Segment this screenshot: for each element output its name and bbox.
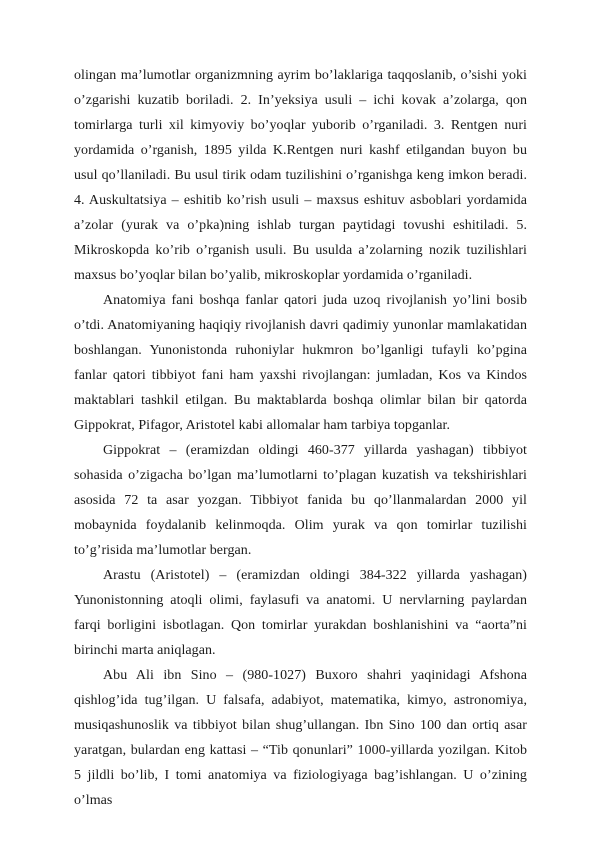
paragraph-research-methods: olingan ma’lumotlar organizmning ayrim bo’laklariga taqqoslanib, o’sishi yoki o’zgarishi kuzatib boriladi. 2. In’yeksiya usuli – ichi kovak a’zolarga, qon tomirlarga turli xil kimyoviy bo’yoqlar yuborib o’rganiladi. 3. Rentgen nuri yordamida o’rganish, 1895 yilda K.Rentgen nuri kashf etilgandan buyon bu usul qo’llaniladi. Bu usul tirik odam tuzilishini o’rganishga keng imkon beradi. 4. Auskultatsiya – eshitib ko’rish usuli – maxsus eshituv asboblari yordamida a’zolar (yurak va o’pka)ning ishlab turgan paytidagi tovushi eshitiladi. 5. Mikroskopda ko’rib o’rganish usuli. Bu usulda a’zolarning nozik tuzilishlari maxsus bo’yoqlar bilan bo’yalib, mikroskoplar yordamida o’rganiladi. [74,68,527,283]
paragraph-ibn-sino: Abu Ali ibn Sino – (980-1027) Buxoro shahri yaqinidagi Afshona qishlog’ida tug’ilgan. U falsafa, adabiyot, matematika, kimyo, astronomiya, musiqashunoslik va tibbiyot bilan shug’ullangan. Ibn Sino 100 dan ortiq asar yaratgan, bulardan eng kattasi – “Tib qonunlari” 1000-yillarda yozilgan. Kitob 5 jildli bo’lib, I tomi anatomiya va fiziologiyaga bag’ishlangan. U o’zining o’lmas [74,668,527,808]
paragraph-hippocrates: Gippokrat – (eramizdan oldingi 460-377 yillarda yashagan) tibbiyot sohasida o’zigacha bo’lgan ma’lumotlarni to’plagan kuzatish va tekshirishlari asosida 72 ta asar yozgan. Tibbiyot fanida bu qo’llanmalardan 2000 yil mobaynida foydalanib kelinmoqda. Olim yurak va qon tomirlar tuzilishi to’g’risida ma’lumotlar bergan. [74,443,527,558]
paragraph-anatomy-history: Anatomiya fani boshqa fanlar qatori juda uzoq rivojlanish yo’lini bosib o’tdi. Anatomiyaning haqiqiy rivojlanish davri qadimiy yunonlar mamlakatidan boshlangan. Yunonistonda ruhoniylar hukmron bo’lganligi tufayli ko’pgina fanlar qatori tibbiyot fani ham yaxshi rivojlangan: jumladan, Kos va Kindos maktablari tashkil etilgan. Bu maktablarda boshqa olimlar bilan bir qatorda Gippokrat, Pifagor, Aristotel kabi allomalar ham tarbiya topganlar. [74,293,527,433]
body-text [74,63,527,813]
paragraph-aristotle: Arastu (Aristotel) – (eramizdan oldingi 384-322 yillarda yashagan) Yunonistonning atoqli olimi, faylasufi va anatomi. U nervlarning paylardan farqi borligini isbotlagan. Qon tomirlar yurakdan boshlanishini va “aorta”ni birinchi marta aniqlagan. [74,568,527,658]
